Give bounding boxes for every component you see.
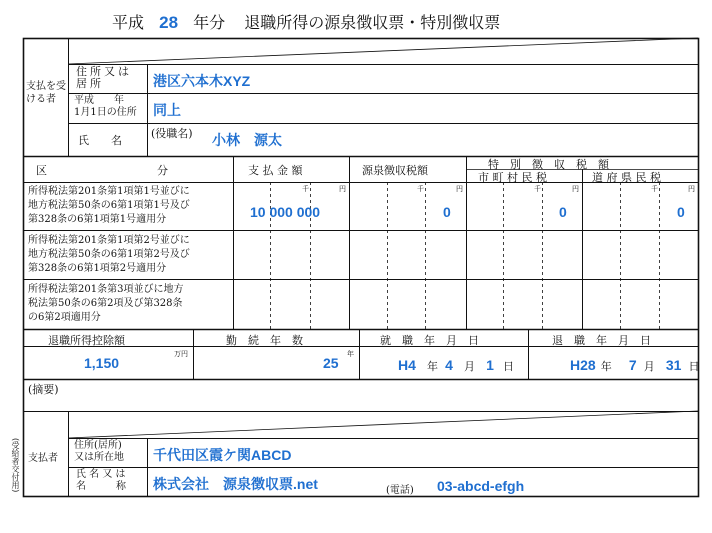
end-date: [570, 355, 700, 374]
table-row-label: [28, 185, 190, 227]
table-row-label: [28, 234, 190, 276]
service-years-label: 勤 続 年 数: [226, 334, 303, 347]
start-date: [398, 355, 514, 374]
title-year-suffix: 年分: [193, 13, 226, 32]
payer-address-label-line2: 又は所在地: [74, 452, 124, 463]
end-date-label: 退 職 年 月 日: [552, 334, 651, 347]
row1-line3: 第328条の6第1項第1号適用分: [28, 214, 167, 225]
header-prefectural: 道 府 県 民 税: [592, 171, 661, 184]
unit-yen: 円: [572, 185, 579, 193]
name-label: 氏 名: [78, 134, 122, 147]
year-char: 年: [600, 360, 612, 373]
recipient-address: 港区六本木XYZ: [153, 73, 251, 89]
title-name: 退職所得の源泉徴収票・特別徴収票: [244, 13, 501, 32]
header-municipal: 市 町 村 民 税: [478, 171, 547, 184]
end-month: 7: [628, 357, 637, 373]
municipal-amount: 0: [559, 204, 567, 220]
payer-phone: 03-abcd-efgh: [437, 478, 525, 494]
payer-address: 千代田区霞ケ関ABCD: [153, 447, 292, 463]
deduction-unit: 万円: [174, 350, 188, 358]
unit-thousand: 千: [417, 185, 424, 193]
unit-yen: 円: [688, 185, 695, 193]
unit-yen: 円: [339, 185, 346, 193]
year-char: 年: [427, 360, 438, 373]
row2-line1: 所得税法第201条第1項第2号並びに: [28, 235, 190, 246]
jan1-label-line1: 平成 年: [74, 95, 124, 106]
payer-name-label-line2: 名 称: [76, 481, 126, 492]
payment-amount: 10 000 000: [250, 204, 321, 220]
service-years: 25: [323, 355, 339, 371]
jan1-address-label: [74, 95, 137, 119]
payer-address-label: [74, 440, 124, 464]
row1-line1: 所得税法第201条第1項第1号並びに: [28, 186, 190, 197]
position-label: (役職名): [151, 127, 193, 140]
header-withholding: 源泉徴収税額: [362, 164, 428, 177]
recipient-group-label: 支払を受ける者: [26, 81, 66, 105]
payer-group-label: 支払者: [28, 453, 58, 464]
table-row-label: [28, 283, 183, 325]
day-char: 日: [502, 360, 514, 373]
row2-line2: 地方税法第50条の6第1項第2号及び: [28, 249, 190, 260]
row3-line1: 所得税法第201条第3項並びに地方: [28, 284, 184, 295]
month-char: 月: [463, 360, 475, 373]
payer-address-label-line1: 住所(居所): [74, 440, 122, 451]
title-era: 平成: [112, 13, 145, 32]
form-title: [112, 10, 500, 33]
start-date-label: 就 職 年 月 日: [380, 334, 479, 347]
service-years-unit: 年: [347, 350, 354, 358]
start-year: H4: [398, 357, 416, 373]
row1-line2: 地方税法第50条の6第1項第1号及び: [28, 200, 190, 211]
header-category: 区 分: [36, 164, 168, 177]
side-note: (受給者交付用): [11, 438, 20, 493]
withholding-amount: 0: [443, 204, 451, 220]
jan1-label-line2: 1月1日の住所: [74, 107, 137, 118]
day-char: 日: [688, 360, 700, 373]
summary-label: (摘要): [28, 383, 59, 396]
address-label: 住所又は居所: [76, 65, 132, 90]
month-char: 月: [643, 360, 655, 373]
payer-name-label-line1: 氏 名 又 は: [76, 469, 126, 480]
deduction-amount: 1,150: [84, 355, 120, 371]
unit-thousand: 千: [302, 185, 309, 193]
end-day: 31: [665, 357, 682, 373]
start-month: 4: [445, 357, 453, 373]
header-payment: 支 払 金 額: [248, 164, 303, 177]
recipient-jan1-address: 同上: [153, 102, 181, 118]
payer-name: 株式会社 源泉徴収票.net: [153, 476, 318, 492]
unit-thousand: 千: [534, 185, 541, 193]
deduction-label: 退職所得控除額: [48, 334, 125, 347]
start-day: 1: [486, 357, 494, 373]
row3-line3: の6第2項適用分: [28, 312, 101, 323]
prefectural-amount: 0: [677, 204, 685, 220]
recipient-name: 小林 源太: [212, 132, 282, 148]
payer-name-label: [76, 469, 126, 493]
end-year: H28: [570, 357, 596, 373]
unit-thousand: 千: [651, 185, 658, 193]
row2-line3: 第328条の6第1項第2号適用分: [28, 263, 167, 274]
phone-label: (電話): [386, 485, 414, 496]
unit-yen: 円: [456, 185, 463, 193]
row3-line2: 税法第50条の6第2項及び第328条: [28, 298, 183, 309]
header-special: 特 別 徴 収 税 額: [488, 158, 609, 171]
title-year: 28: [159, 13, 179, 32]
